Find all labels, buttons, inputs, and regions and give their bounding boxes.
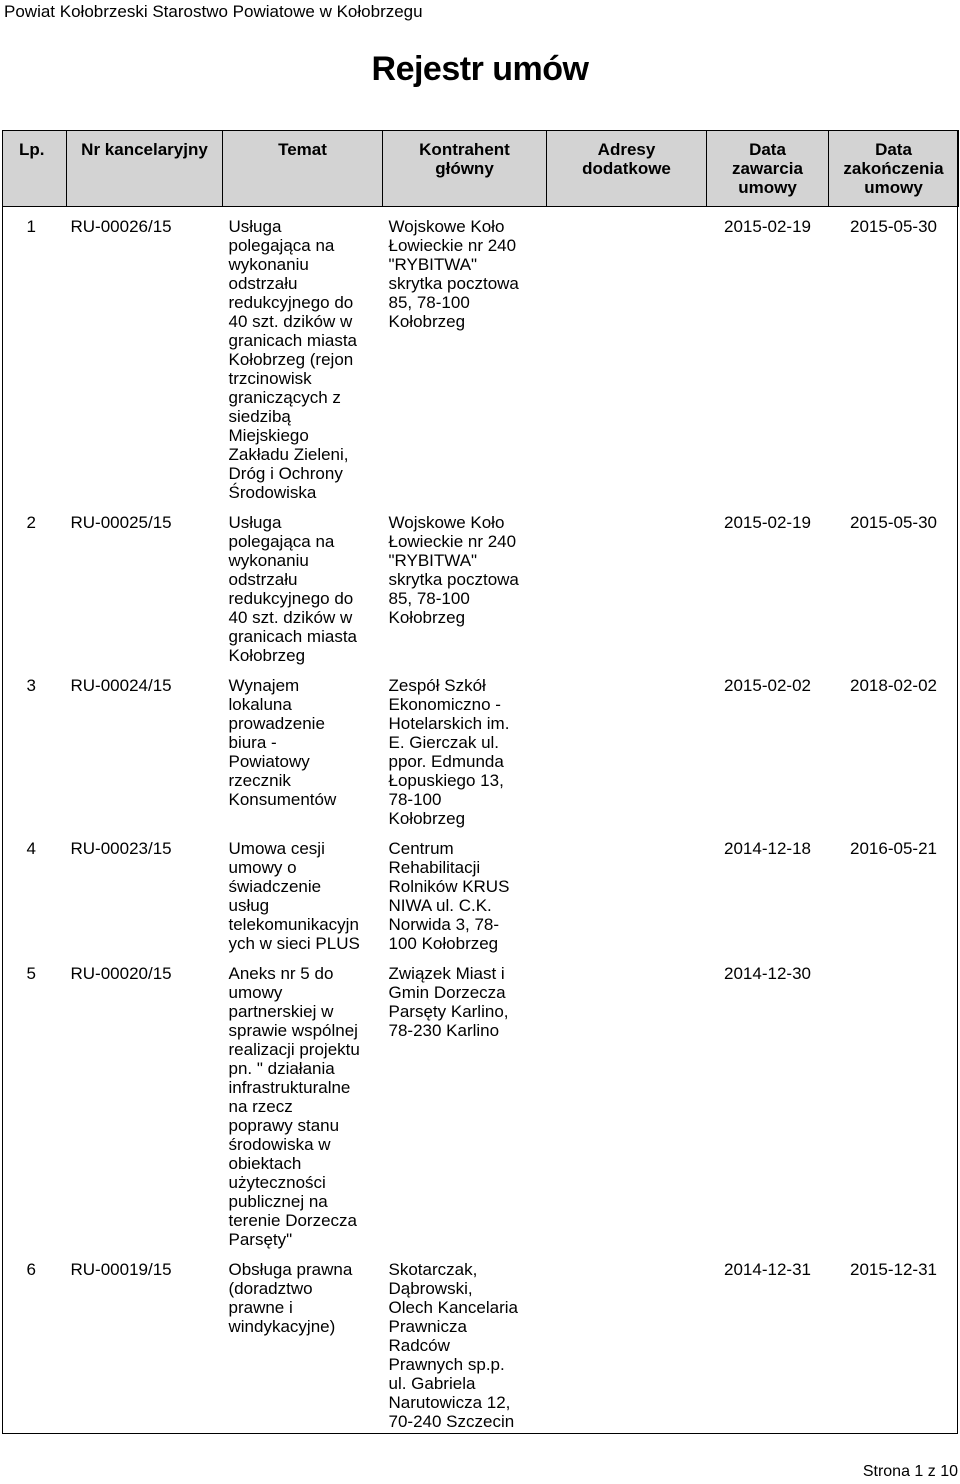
- table-row: [3, 513, 959, 676]
- table-row: [3, 1260, 959, 1442]
- row-data-zakonczenia: 2015-05-30: [850, 217, 937, 236]
- row-adresy: [547, 1260, 707, 1442]
- row-kontrahent: Wojskowe Koło Łowieckie nr 240 "RYBITWA" skrytka pocztowa 85, 78-100 Kołobrzeg: [388, 513, 519, 627]
- row-temat: Umowa cesji umowy o świadczenie usług telekomunikacyjn ych w sieci PLUS: [228, 839, 360, 953]
- row-temat: Wynajem lokaluna prowadzenie biura - Powiatowy rzecznik Konsumentów: [228, 676, 337, 809]
- row-data-zawarcia: 2014-12-31: [724, 1260, 811, 1279]
- row-data-zakonczenia: 2015-12-31: [850, 1260, 937, 1279]
- row-lp: 5: [26, 964, 36, 983]
- column-header-lp: Lp.: [3, 131, 67, 207]
- row-kontrahent: Związek Miast i Gmin Dorzecza Parsęty Karlino, 78-230 Karlino: [388, 964, 509, 1040]
- register-table: [2, 130, 959, 1442]
- row-data-zawarcia: 2015-02-19: [724, 513, 811, 532]
- column-header-data-zawarcia: Data zawarcia umowy: [707, 131, 829, 207]
- row-data-zawarcia: 2015-02-19: [724, 217, 811, 236]
- row-adresy: [547, 217, 707, 513]
- page-title: Rejestr umów: [371, 50, 589, 88]
- row-adresy: [547, 839, 707, 964]
- row-adresy: [547, 676, 707, 839]
- row-kontrahent: Centrum Rehabilitacji Rolników KRUS NIWA ul. C.K. Norwida 3, 78- 100 Kołobrzeg: [388, 839, 510, 953]
- column-header-nr-kancelaryjny: Nr kancelaryjny: [67, 131, 223, 207]
- row-nr-kancelaryjny: RU-00025/15: [70, 513, 172, 532]
- row-adresy: [547, 513, 707, 676]
- table-row: [3, 217, 959, 513]
- row-kontrahent: Zespół Szkół Ekonomiczno - Hotelarskich im. E. Gierczak ul. ppor. Edmunda Łopuskiego 13, 78-100 Kołobrzeg: [388, 676, 510, 828]
- row-kontrahent: Wojskowe Koło Łowieckie nr 240 "RYBITWA" skrytka pocztowa 85, 78-100 Kołobrzeg: [388, 217, 519, 331]
- row-data-zakonczenia: [829, 964, 959, 1260]
- row-adresy: [547, 964, 707, 1260]
- table-header-row: [3, 131, 959, 207]
- column-header-adresy: Adresy dodatkowe: [547, 131, 707, 207]
- row-nr-kancelaryjny: RU-00020/15: [70, 964, 172, 983]
- column-header-temat: Temat: [223, 131, 383, 207]
- row-lp: 4: [26, 839, 36, 858]
- row-lp: 1: [26, 217, 36, 236]
- row-temat: Aneks nr 5 do umowy partnerskiej w sprawie wspólnej realizacji projektu pn. " działania infrastrukturalne na rzecz poprawy stanu środowiska w obiektach użyteczności publicznej na terenie Dorzecza Parsęty": [228, 964, 360, 1249]
- row-data-zawarcia: 2014-12-18: [724, 839, 811, 858]
- page-number: Strona 1 z 10: [862, 1463, 958, 1480]
- row-lp: 2: [26, 513, 36, 532]
- row-nr-kancelaryjny: RU-00023/15: [70, 839, 172, 858]
- row-lp: 3: [26, 676, 36, 695]
- row-lp: 6: [26, 1260, 36, 1279]
- row-kontrahent: Skotarczak, Dąbrowski, Olech Kancelaria Prawnicza Radców Prawnych sp.p. ul. Gabriela Narutowicza 12, 70-240 Szczecin: [388, 1260, 518, 1431]
- row-data-zakonczenia: 2018-02-02: [850, 676, 937, 695]
- row-temat: Usługa polegająca na wykonaniu odstrzału redukcyjnego do 40 szt. dzików w granicach miasta Kołobrzeg (rejon trzcinowisk graniczących z siedzibą Miejskiego Zakładu Zieleni, Dróg i Ochrony Środowiska: [228, 217, 358, 502]
- table-row: [3, 839, 959, 964]
- institution-name: Powiat Kołobrzeski Starostwo Powiatowe w Kołobrzegu: [4, 2, 423, 21]
- column-header-data-zakonczenia: Data zakończenia umowy: [829, 131, 959, 207]
- row-nr-kancelaryjny: RU-00024/15: [70, 676, 172, 695]
- row-temat: Usługa polegająca na wykonaniu odstrzału redukcyjnego do 40 szt. dzików w granicach miasta Kołobrzeg: [228, 513, 358, 665]
- row-data-zawarcia: 2014-12-30: [724, 964, 811, 983]
- row-temat: Obsługa prawna (doradztwo prawne i windykacyjne): [228, 1260, 353, 1336]
- row-nr-kancelaryjny: RU-00019/15: [70, 1260, 172, 1279]
- row-data-zawarcia: 2015-02-02: [724, 676, 811, 695]
- table-row: [3, 676, 959, 839]
- table-row: [3, 964, 959, 1260]
- row-nr-kancelaryjny: RU-00026/15: [70, 217, 172, 236]
- row-data-zakonczenia: 2016-05-21: [850, 839, 937, 858]
- column-header-kontrahent: Kontrahent główny: [383, 131, 547, 207]
- row-data-zakonczenia: 2015-05-30: [850, 513, 937, 532]
